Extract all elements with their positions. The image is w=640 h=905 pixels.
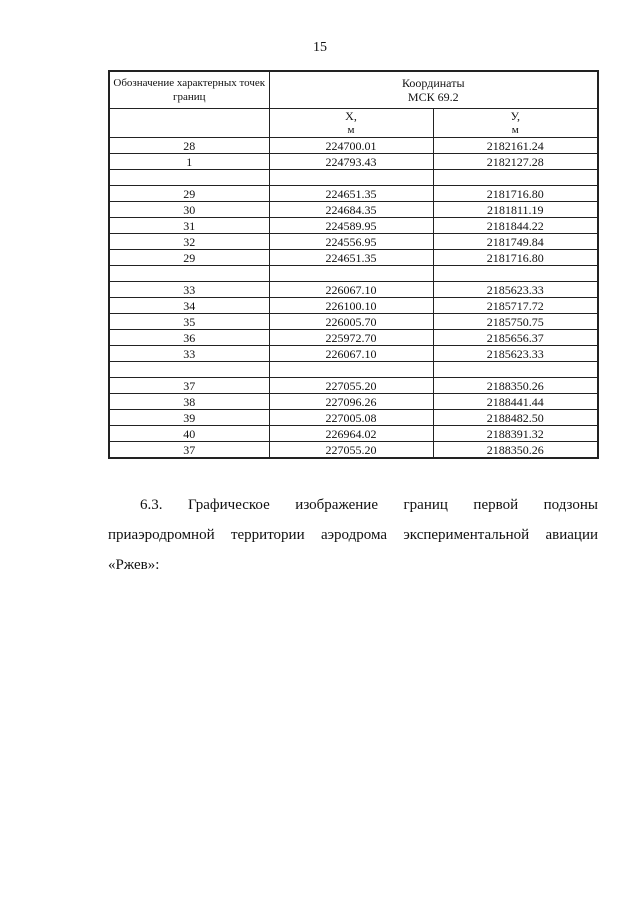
page-number: 15	[313, 40, 327, 55]
table-row	[109, 202, 598, 218]
table-row	[109, 154, 598, 170]
coordinate-system-label: МСК 69.2	[407, 90, 459, 104]
point-cell: 33	[109, 346, 269, 362]
table-row	[109, 426, 598, 442]
table-row	[109, 234, 598, 250]
x-axis-label: X,	[345, 109, 357, 123]
point-cell: 28	[109, 138, 269, 154]
y-coordinate-cell: 2188441.44	[433, 394, 598, 410]
y-coordinate-cell	[433, 170, 598, 186]
y-axis-unit: м	[511, 124, 519, 136]
x-coordinate-cell: 227005.08	[269, 410, 433, 426]
x-coordinate-cell	[269, 266, 433, 282]
point-cell: 30	[109, 202, 269, 218]
coordinates-label: Координаты	[401, 76, 465, 90]
x-coordinate-cell: 227055.20	[269, 378, 433, 394]
y-axis-label: У,	[510, 109, 521, 123]
point-cell: 29	[109, 250, 269, 266]
point-cell: 38	[109, 394, 269, 410]
y-coordinate-cell: 2188482.50	[433, 410, 598, 426]
table-row	[109, 218, 598, 234]
coordinates-table	[108, 70, 599, 459]
table-row	[109, 394, 598, 410]
point-cell: 35	[109, 314, 269, 330]
point-cell: 39	[109, 410, 269, 426]
table-row	[109, 170, 598, 186]
table-row	[109, 186, 598, 202]
x-coordinate-cell: 224556.95	[269, 234, 433, 250]
point-cell: 36	[109, 330, 269, 346]
x-coordinate-cell: 224589.95	[269, 218, 433, 234]
y-coordinate-cell: 2185750.75	[433, 314, 598, 330]
point-cell: 29	[109, 186, 269, 202]
point-cell: 40	[109, 426, 269, 442]
y-coordinate-cell: 2181716.80	[433, 250, 598, 266]
point-cell	[109, 170, 269, 186]
table-row	[109, 266, 598, 282]
y-coordinate-cell: 2181716.80	[433, 186, 598, 202]
point-cell: 33	[109, 282, 269, 298]
table-row	[109, 282, 598, 298]
point-cell: 34	[109, 298, 269, 314]
x-coordinate-cell: 226005.70	[269, 314, 433, 330]
x-coordinate-cell: 224793.43	[269, 154, 433, 170]
table-subheader-row	[109, 109, 598, 138]
point-cell: 1	[109, 154, 269, 170]
y-coordinate-cell: 2185717.72	[433, 298, 598, 314]
y-coordinate-cell: 2188350.26	[433, 442, 598, 459]
y-coordinate-cell: 2185623.33	[433, 282, 598, 298]
table-row	[109, 138, 598, 154]
x-coordinate-cell: 226067.10	[269, 282, 433, 298]
y-coordinate-cell: 2182161.24	[433, 138, 598, 154]
table-row	[109, 346, 598, 362]
coordinates-column-header	[269, 71, 598, 109]
table-row	[109, 378, 598, 394]
x-coordinate-cell: 227055.20	[269, 442, 433, 459]
table-row	[109, 362, 598, 378]
x-coordinate-cell: 224651.35	[269, 186, 433, 202]
table-row	[109, 298, 598, 314]
section-paragraph: 6.3. Графическое изображение границ первой подзоны приаэродромной территории аэродрома экспериментальной авиации «Ржев»:	[108, 497, 598, 573]
table-row	[109, 250, 598, 266]
x-coordinate-cell: 226100.10	[269, 298, 433, 314]
x-coordinate-cell: 224700.01	[269, 138, 433, 154]
x-coordinate-cell: 226964.02	[269, 426, 433, 442]
table-row	[109, 410, 598, 426]
y-coordinate-cell: 2181844.22	[433, 218, 598, 234]
point-cell	[109, 266, 269, 282]
table-row	[109, 314, 598, 330]
point-column-header: Обозначение характерных точек границ	[109, 71, 269, 109]
point-cell: 37	[109, 442, 269, 459]
table-header-row	[109, 71, 598, 109]
table-row	[109, 442, 598, 459]
y-coordinate-cell: 2182127.28	[433, 154, 598, 170]
y-coordinate-cell	[433, 266, 598, 282]
y-coordinate-cell: 2188350.26	[433, 378, 598, 394]
x-coordinate-cell: 224651.35	[269, 250, 433, 266]
point-cell	[109, 362, 269, 378]
x-axis-unit: м	[347, 124, 355, 136]
y-coordinate-cell: 2181749.84	[433, 234, 598, 250]
x-coordinate-cell: 224684.35	[269, 202, 433, 218]
y-coordinate-cell	[433, 362, 598, 378]
point-cell: 37	[109, 378, 269, 394]
x-coordinate-cell: 227096.26	[269, 394, 433, 410]
x-coordinate-cell: 225972.70	[269, 330, 433, 346]
x-coordinate-cell	[269, 362, 433, 378]
y-column-header	[433, 109, 598, 138]
y-coordinate-cell: 2181811.19	[433, 202, 598, 218]
point-cell: 31	[109, 218, 269, 234]
x-column-header	[269, 109, 433, 138]
x-coordinate-cell	[269, 170, 433, 186]
blank-header-cell	[109, 109, 269, 138]
table-row	[109, 330, 598, 346]
x-coordinate-cell: 226067.10	[269, 346, 433, 362]
y-coordinate-cell: 2185623.33	[433, 346, 598, 362]
point-cell: 32	[109, 234, 269, 250]
y-coordinate-cell: 2188391.32	[433, 426, 598, 442]
y-coordinate-cell: 2185656.37	[433, 330, 598, 346]
